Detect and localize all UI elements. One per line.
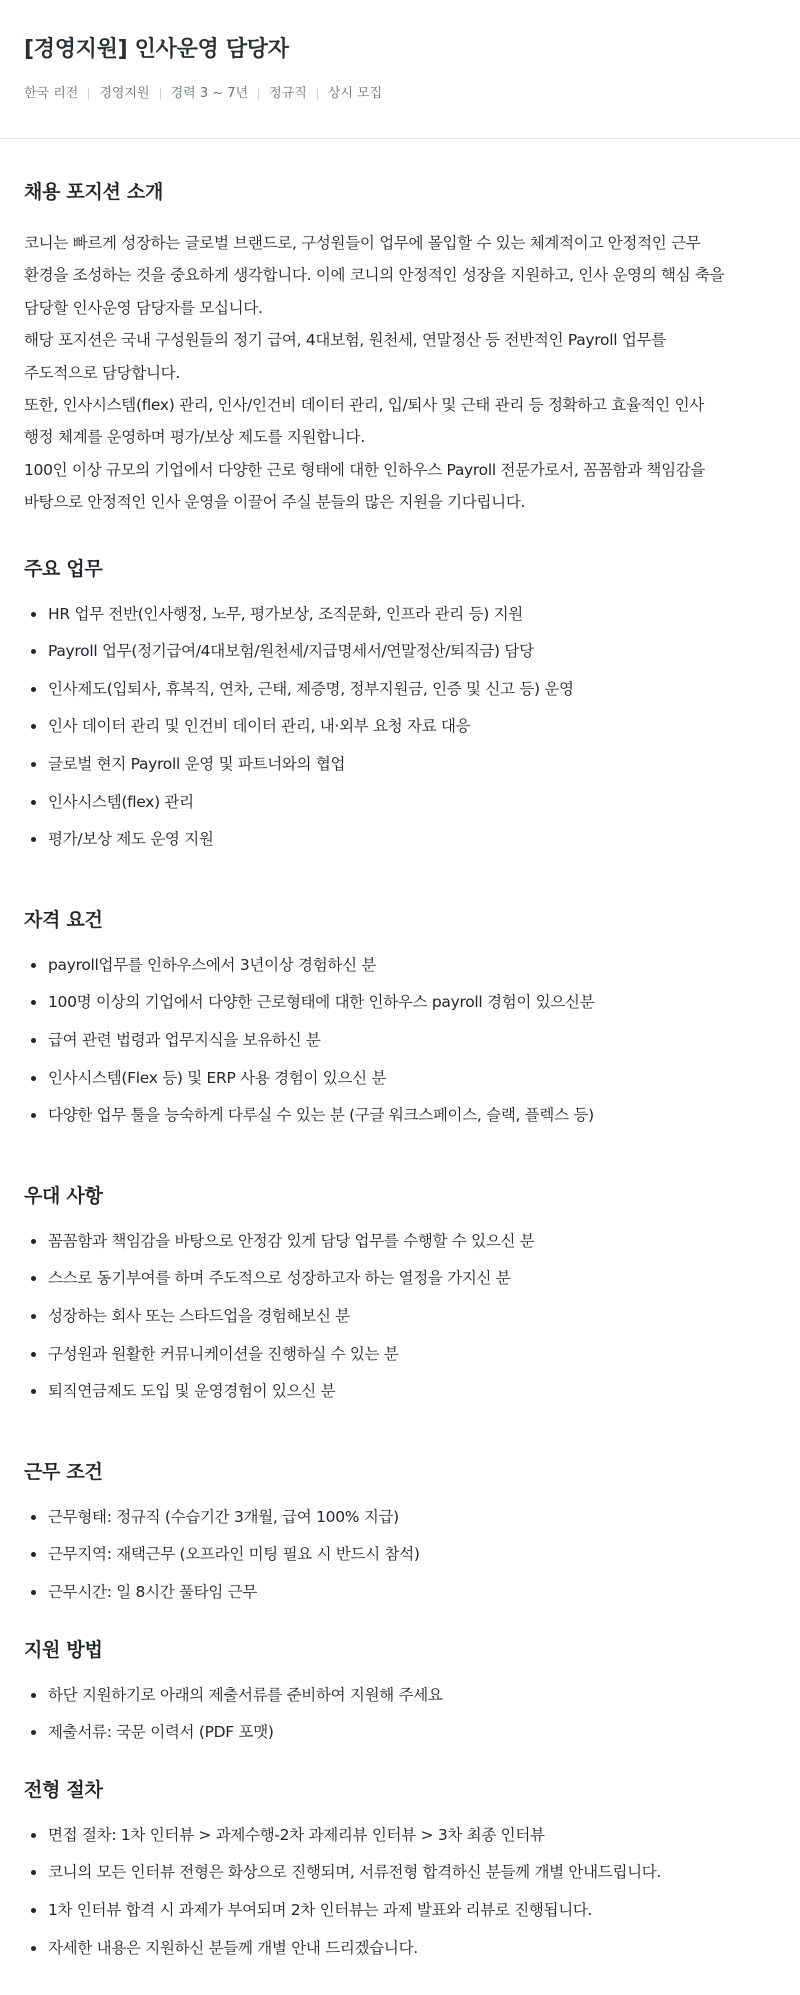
list-item: 100명 이상의 기업에서 다양한 근로형태에 대한 인하우스 payroll 경험이 있으신분	[24, 984, 776, 1022]
meta-region: 한국 리전	[24, 86, 79, 101]
list-item: 성장하는 회사 또는 스타드업을 경험해보신 분	[24, 1298, 776, 1336]
list-item: 꼼꼼함과 책임감을 바탕으로 안정감 있게 담당 업무를 수행할 수 있으신 분	[24, 1223, 776, 1261]
intro-line: 100인 이상 규모의 기업에서 다양한 근로 형태에 대한 인하우스 Payroll 전문가로서, 꼼꼼함과 책임감을	[24, 460, 706, 479]
list-item: 근무지역: 재택근무 (오프라인 미팅 필요 시 반드시 참석)	[24, 1536, 776, 1574]
process-section	[24, 1776, 776, 1967]
section-title: 근무 조건	[24, 1460, 103, 1483]
meta-divider	[317, 88, 318, 100]
qualifications-list	[24, 947, 776, 1135]
intro-line: 또한, 인사시스템(flex) 관리, 인사/인건비 데이터 관리, 입/퇴사 및 근태 관리 등 정확하고 효율적인 인사	[24, 396, 704, 415]
apply-list	[24, 1677, 776, 1752]
job-meta	[24, 84, 776, 104]
preferred-list	[24, 1223, 776, 1411]
section-title: 전형 절차	[24, 1778, 103, 1801]
job-title: [경영지원] 인사운영 담당자	[24, 37, 289, 62]
section-title: 우대 사항	[24, 1184, 103, 1207]
meta-recruit-status: 상시 모집	[327, 86, 383, 101]
list-item: 인사시스템(Flex 등) 및 ERP 사용 경험이 있으신 분	[24, 1060, 776, 1098]
meta-divider	[88, 88, 89, 100]
list-item: 근무형태: 정규직 (수습기간 3개월, 급여 100% 지급)	[24, 1499, 776, 1537]
list-item: 자세한 내용은 지원하신 분들께 개별 안내 드리겠습니다.	[24, 1930, 776, 1968]
list-item: 다양한 업무 툴을 능숙하게 다루실 수 있는 분 (구글 워크스페이스, 슬랙, 플렉스 등)	[24, 1097, 776, 1135]
process-list	[24, 1817, 776, 1967]
list-item: 글로벌 현지 Payroll 운영 및 파트너와의 협업	[24, 746, 776, 784]
section-title: 주요 업무	[24, 557, 103, 580]
meta-divider	[160, 88, 161, 100]
meta-divider	[258, 88, 259, 100]
section-title: 채용 포지션 소개	[24, 181, 164, 203]
list-item: 근무시간: 일 8시간 풀타임 근무	[24, 1574, 776, 1612]
list-item: 인사시스템(flex) 관리	[24, 784, 776, 822]
list-item: HR 업무 전반(인사행정, 노무, 평가보상, 조직문화, 인프라 관리 등) 지원	[24, 596, 776, 634]
duties-list	[24, 596, 776, 859]
list-item: 코니의 모든 인터뷰 전형은 화상으로 진행되며, 서류전형 합격하신 분들께 개별 안내드립니다.	[24, 1854, 776, 1892]
intro-line: 코니는 빠르게 성장하는 글로벌 브랜드로, 구성원들이 업무에 몰입할 수 있는 체계적이고 안정적인 근무	[24, 234, 701, 252]
duties-section	[24, 555, 776, 859]
meta-experience: 경력 3 ~ 7년	[170, 86, 249, 101]
conditions-section	[24, 1458, 776, 1612]
list-item: Payroll 업무(정기급여/4대보험/원천세/지급명세서/연말정산/퇴직금) 담당	[24, 633, 776, 671]
job-description	[0, 178, 800, 1967]
qualifications-section	[24, 906, 776, 1135]
list-item: 인사제도(입퇴사, 휴복직, 연차, 근태, 제증명, 정부지원금, 인증 및 신고 등) 운영	[24, 671, 776, 709]
list-item: 1차 인터뷰 합격 시 과제가 부여되며 2차 인터뷰는 과제 발표와 리뷰로 진행됩니다.	[24, 1892, 776, 1930]
intro-line: 담당할 인사운영 담당자를 모십니다.	[24, 298, 263, 317]
section-title: 자격 요건	[24, 908, 103, 931]
job-header	[0, 0, 800, 139]
list-item: 퇴직연금제도 도입 및 운영경험이 있으신 분	[24, 1373, 776, 1411]
meta-employment-type: 정규직	[269, 86, 307, 101]
list-item: 평가/보상 제도 운영 지원	[24, 821, 776, 859]
list-item: 면접 절차: 1차 인터뷰 > 과제수행-2차 과제리뷰 인터뷰 > 3차 최종 인터뷰	[24, 1817, 776, 1855]
list-item: 스스로 동기부여를 하며 주도적으로 성장하고자 하는 열정을 가지신 분	[24, 1260, 776, 1298]
intro-line: 바탕으로 안정적인 인사 운영을 이끌어 주실 분들의 많은 지원을 기다립니다.	[24, 493, 526, 512]
intro-line: 해당 포지션은 국내 구성원들의 정기 급여, 4대보험, 원천세, 연말정산 등 전반적인 Payroll 업무를	[24, 331, 666, 350]
preferred-section	[24, 1182, 776, 1411]
list-item: 제출서류: 국문 이력서 (PDF 포맷)	[24, 1714, 776, 1752]
list-item: 하단 지원하기로 아래의 제출서류를 준비하여 지원해 주세요	[24, 1677, 776, 1715]
intro-line: 환경을 조성하는 것을 중요하게 생각합니다. 이에 코니의 안정적인 성장을 지원하고, 인사 운영의 핵심 축을	[24, 266, 725, 285]
meta-department: 경영지원	[99, 86, 150, 101]
list-item: 인사 데이터 관리 및 인건비 데이터 관리, 내·외부 요청 자료 대응	[24, 708, 776, 746]
list-item: 급여 관련 법령과 업무지식을 보유하신 분	[24, 1022, 776, 1060]
intro-line: 주도적으로 담당합니다.	[24, 363, 180, 382]
list-item: 구성원과 원활한 커뮤니케이션을 진행하실 수 있는 분	[24, 1336, 776, 1374]
list-item: payroll업무를 인하우스에서 3년이상 경험하신 분	[24, 947, 776, 985]
intro-text	[24, 227, 776, 519]
apply-section	[24, 1636, 776, 1752]
conditions-list	[24, 1499, 776, 1612]
intro-section	[24, 178, 776, 519]
section-title: 지원 방법	[24, 1638, 103, 1661]
intro-line: 행정 체계를 운영하며 평가/보상 제도를 지원합니다.	[24, 428, 365, 447]
